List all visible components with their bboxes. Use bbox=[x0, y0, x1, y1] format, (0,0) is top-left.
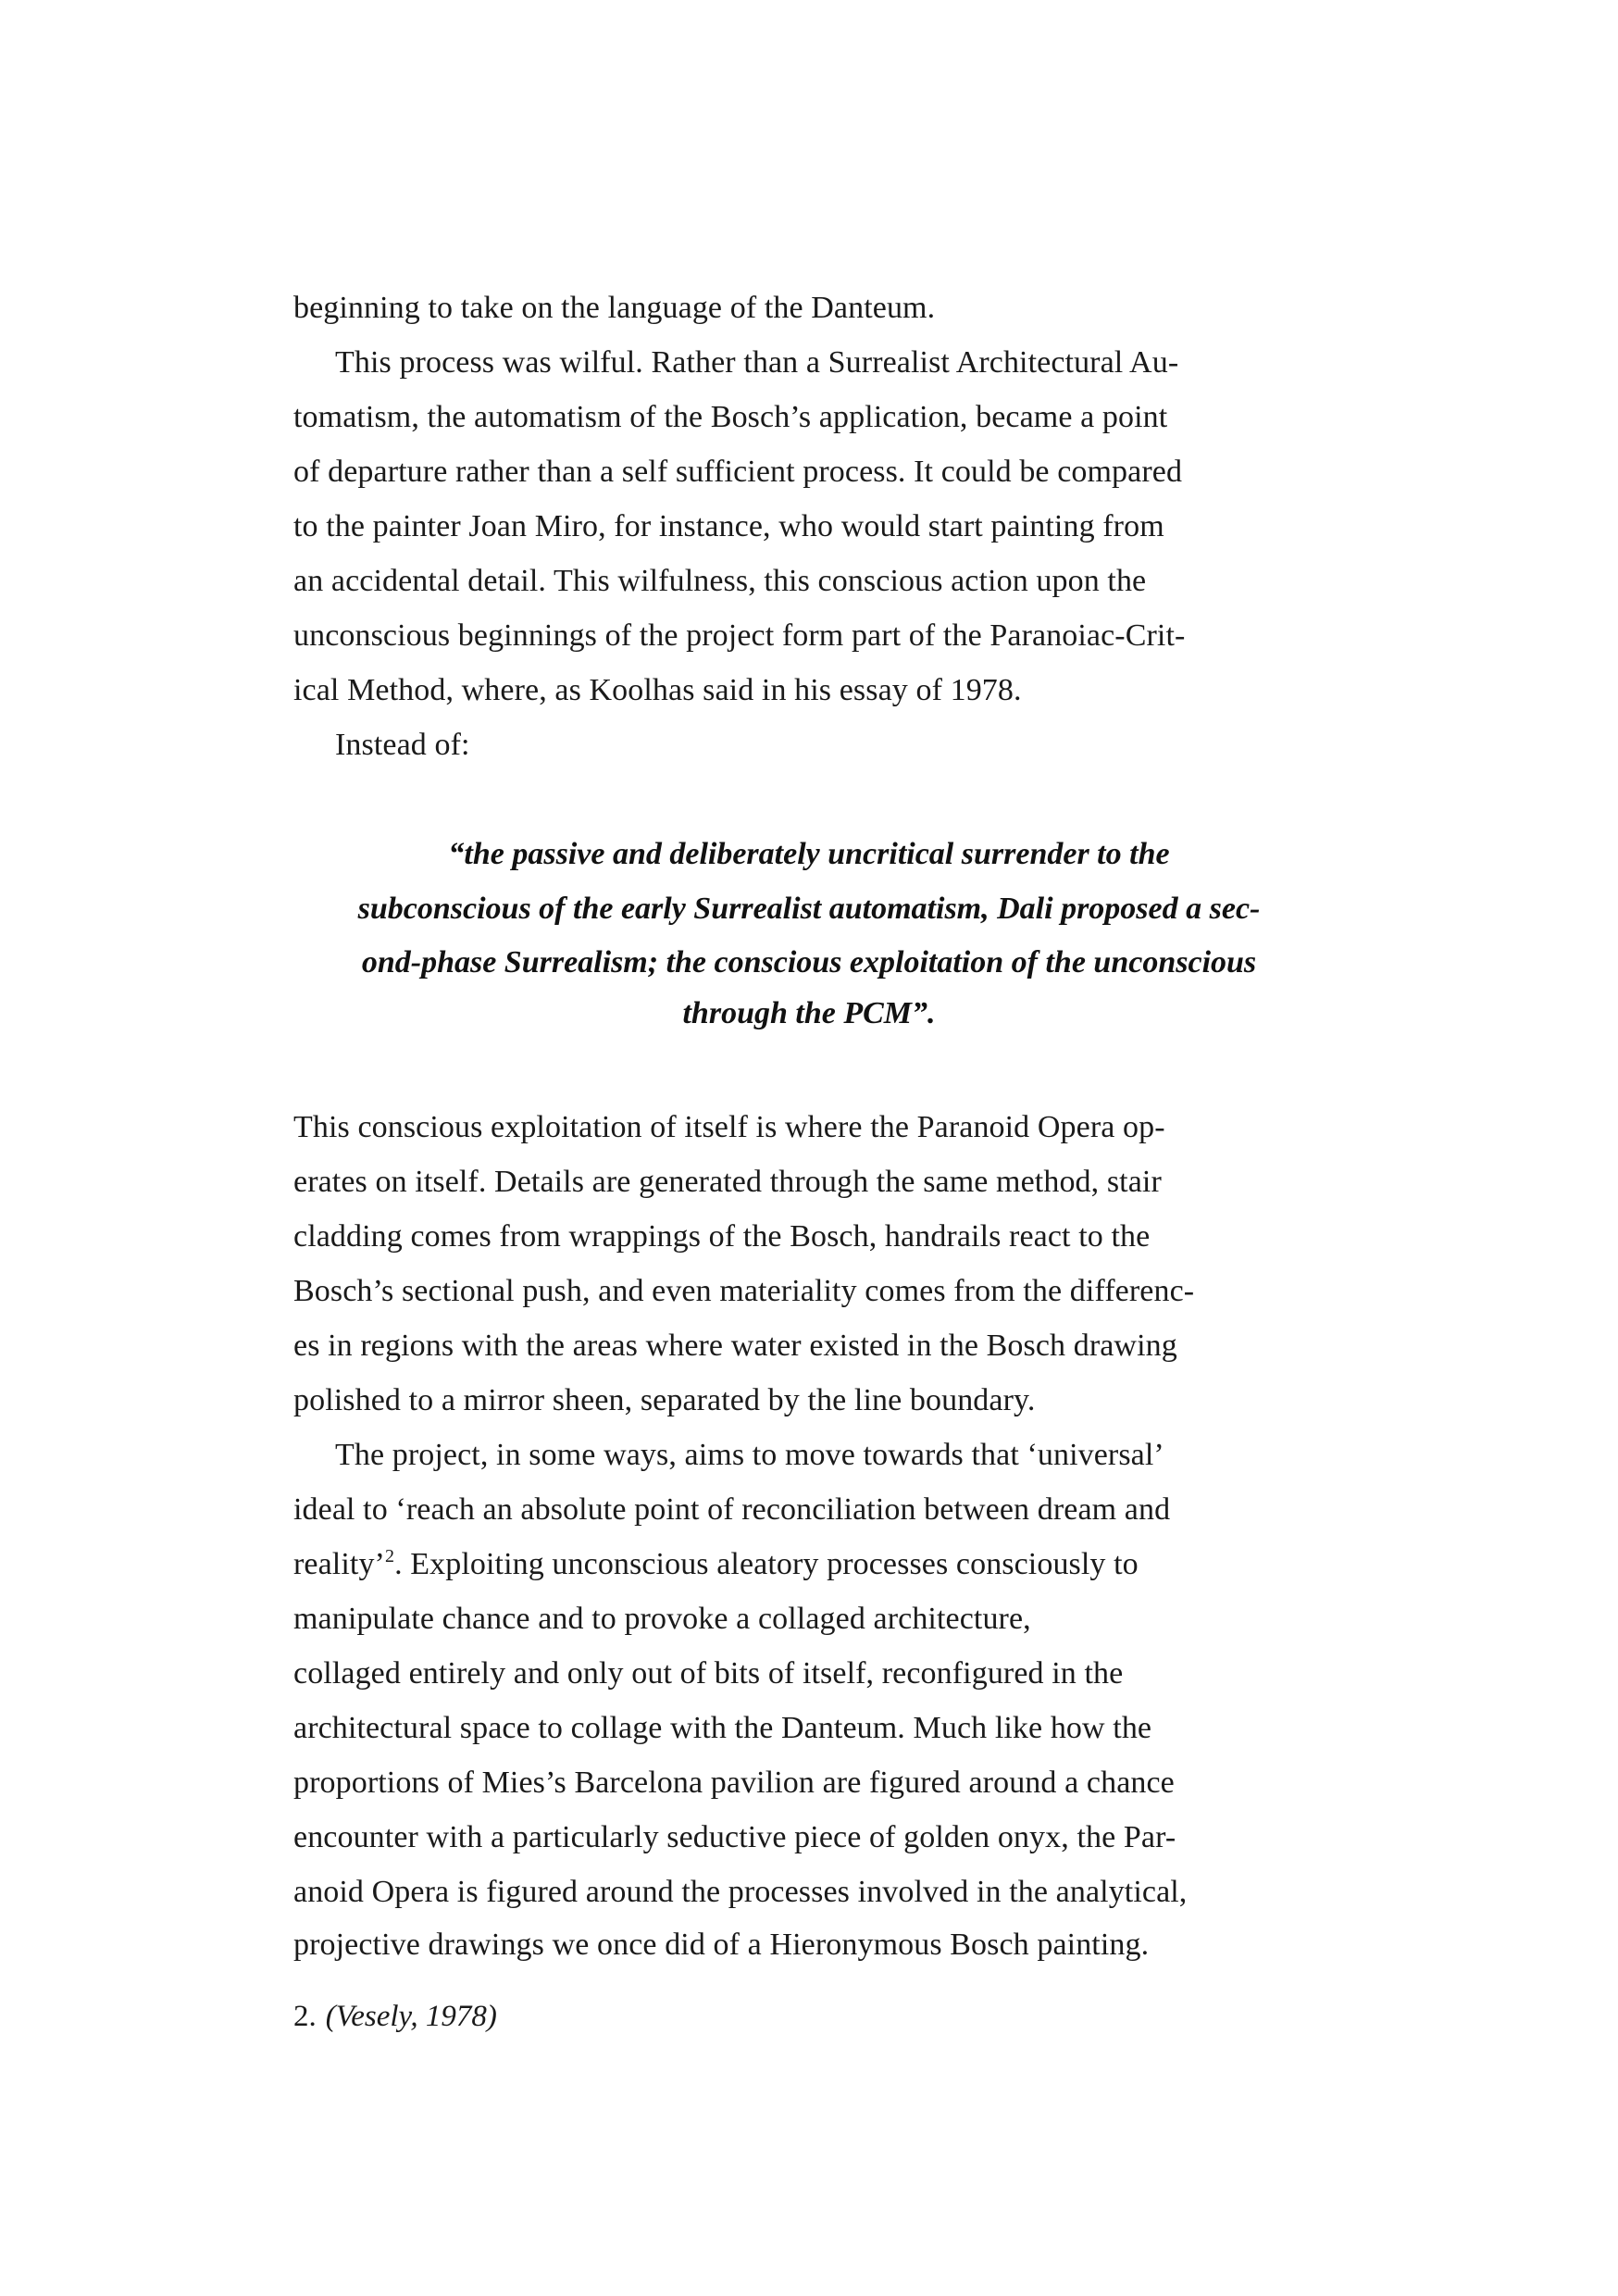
body-text-line: collaged entirely and only out of bits of itself, reconfigured in the bbox=[293, 1656, 1124, 1691]
body-text-line: This process was wilful. Rather than a Surrealist Architectural Au- bbox=[335, 345, 1179, 380]
quote-line: ond-phase Surrealism; the conscious exploitation of the unconscious bbox=[361, 945, 1257, 980]
body-text-line: manipulate chance and to provoke a collaged architecture, bbox=[293, 1602, 1031, 1636]
body-text-line: projective drawings we once did of a Hieronymous Bosch painting. bbox=[293, 1928, 1150, 1962]
body-text-line: Bosch’s sectional push, and even materiality comes from the differenc- bbox=[293, 1274, 1195, 1308]
body-text-line: of departure rather than a self sufficient process. It could be compared bbox=[293, 455, 1183, 489]
quote-line: subconscious of the early Surrealist automatism, Dali proposed a sec- bbox=[357, 892, 1261, 926]
body-text-fragment: reality’ bbox=[293, 1547, 385, 1581]
body-text-line: to the painter Joan Miro, for instance, who would start painting from bbox=[293, 509, 1164, 543]
body-text-line: The project, in some ways, aims to move towards that ‘universal’ bbox=[335, 1438, 1164, 1472]
footnote-reference[interactable]: 2 bbox=[384, 1546, 395, 1566]
quote-line: through the PCM”. bbox=[682, 996, 936, 1030]
body-text-line: es in regions with the areas where water existed in the Bosch drawing bbox=[293, 1329, 1177, 1363]
body-text-line: an accidental detail. This wilfulness, this conscious action upon the bbox=[293, 564, 1147, 598]
body-text-line: encounter with a particularly seductive piece of golden onyx, the Par- bbox=[293, 1820, 1176, 1854]
body-text-line: architectural space to collage with the Danteum. Much like how the bbox=[293, 1711, 1152, 1745]
footnote-citation: (Vesely, 1978) bbox=[325, 2000, 497, 2033]
body-text-line: ideal to ‘reach an absolute point of reconciliation between dream and bbox=[293, 1492, 1171, 1527]
body-text-line: cladding comes from wrappings of the Bosch, handrails react to the bbox=[293, 1219, 1151, 1254]
body-text-line: beginning to take on the language of the Danteum. bbox=[293, 291, 936, 325]
body-text-line: unconscious beginnings of the project form part of the Paranoiac-Crit- bbox=[293, 618, 1186, 653]
footnote-number: 2. bbox=[293, 2000, 317, 2033]
body-text-line: Instead of: bbox=[335, 728, 470, 762]
body-text-line: anoid Opera is figured around the processes involved in the analytical, bbox=[293, 1875, 1188, 1909]
body-text-line: polished to a mirror sheen, separated by the line boundary. bbox=[293, 1383, 1036, 1417]
body-text-line: ical Method, where, as Koolhas said in his essay of 1978. bbox=[293, 673, 1022, 707]
body-text-line: proportions of Mies’s Barcelona pavilion are figured around a chance bbox=[293, 1766, 1175, 1800]
footnote bbox=[293, 1998, 497, 2035]
body-text-line: erates on itself. Details are generated through the same method, stair bbox=[293, 1165, 1162, 1199]
body-text-fragment: . Exploiting unconscious aleatory processes consciously to bbox=[394, 1547, 1139, 1581]
quote-line: “the passive and deliberately uncritical surrender to the bbox=[448, 837, 1170, 871]
body-text-line: This conscious exploitation of itself is where the Paranoid Opera op- bbox=[293, 1110, 1165, 1144]
body-text-line bbox=[293, 1546, 1139, 1583]
body-text-line: tomatism, the automatism of the Bosch’s application, became a point bbox=[293, 400, 1168, 434]
